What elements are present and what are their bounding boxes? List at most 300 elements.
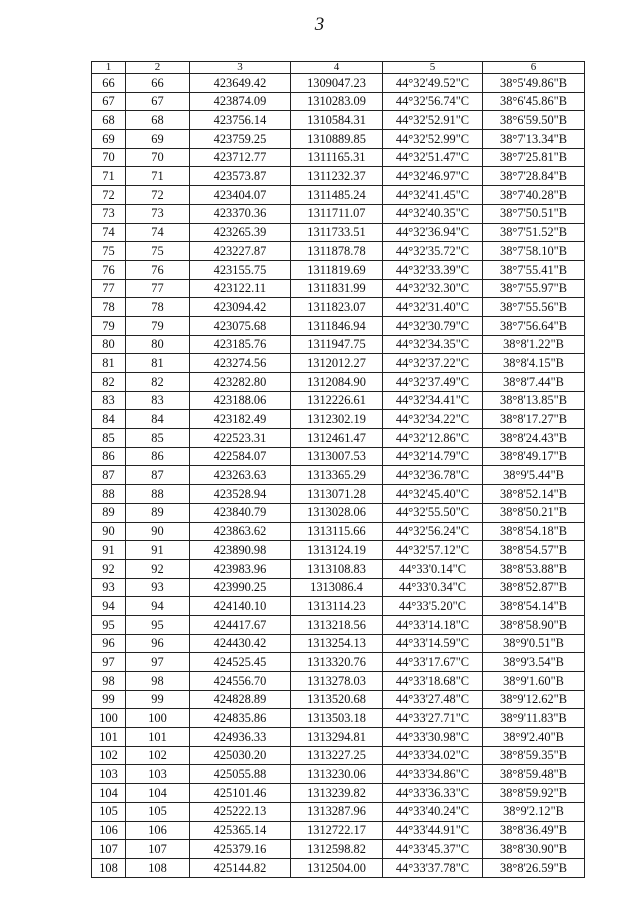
table-row xyxy=(92,709,585,728)
table-row xyxy=(92,728,585,747)
table-cell: 423155.75 xyxy=(190,260,291,279)
table-cell: 38°8'17.27"В xyxy=(483,410,585,429)
table-cell: 38°8'36.49"В xyxy=(483,821,585,840)
table-cell: 1313227.25 xyxy=(291,746,383,765)
table-cell: 74 xyxy=(92,223,126,242)
table-cell: 424430.42 xyxy=(190,634,291,653)
table-cell: 101 xyxy=(126,728,190,747)
column-header: 4 xyxy=(291,62,383,74)
table-cell: 38°7'13.34"В xyxy=(483,130,585,149)
table-cell: 38°6'59.50"В xyxy=(483,111,585,130)
table-cell: 44°32'34.41"С xyxy=(383,391,483,410)
table-row xyxy=(92,74,585,93)
table-cell: 97 xyxy=(126,653,190,672)
table-cell: 83 xyxy=(92,391,126,410)
table-cell: 38°8'54.18"В xyxy=(483,522,585,541)
table-cell: 38°9'2.40"В xyxy=(483,728,585,747)
table-cell: 44°32'30.79"С xyxy=(383,316,483,335)
table-cell: 44°32'14.79"С xyxy=(383,447,483,466)
table-cell: 93 xyxy=(92,578,126,597)
table-cell: 423874.09 xyxy=(190,92,291,111)
page-number: 3 xyxy=(314,14,325,35)
table-cell: 66 xyxy=(126,74,190,93)
table-cell: 424828.89 xyxy=(190,690,291,709)
table-cell: 88 xyxy=(126,485,190,504)
table-cell: 1311733.51 xyxy=(291,223,383,242)
table-cell: 102 xyxy=(92,746,126,765)
table-cell: 44°32'36.94"С xyxy=(383,223,483,242)
table-row xyxy=(92,354,585,373)
table-cell: 38°9'12.62"В xyxy=(483,690,585,709)
table-cell: 44°32'56.74"С xyxy=(383,92,483,111)
table-row xyxy=(92,466,585,485)
table-row xyxy=(92,578,585,597)
table-cell: 38°5'49.86"В xyxy=(483,74,585,93)
table-cell: 98 xyxy=(126,672,190,691)
table-cell: 425365.14 xyxy=(190,821,291,840)
table-row xyxy=(92,858,585,877)
table-cell: 44°33'37.78"С xyxy=(383,858,483,877)
table-cell: 1311232.37 xyxy=(291,167,383,186)
table-cell: 91 xyxy=(126,541,190,560)
column-header: 6 xyxy=(483,62,585,74)
table-cell: 105 xyxy=(126,802,190,821)
table-cell: 423094.42 xyxy=(190,298,291,317)
table-row xyxy=(92,634,585,653)
table-cell: 101 xyxy=(92,728,126,747)
table-row xyxy=(92,802,585,821)
table-cell: 1313503.18 xyxy=(291,709,383,728)
table-cell: 38°8'13.85"В xyxy=(483,391,585,410)
table-cell: 44°32'45.40"С xyxy=(383,485,483,504)
table-cell: 38°8'49.17"В xyxy=(483,447,585,466)
table-cell: 85 xyxy=(92,429,126,448)
table-cell: 1313108.83 xyxy=(291,559,383,578)
table-row xyxy=(92,840,585,859)
table-cell: 87 xyxy=(92,466,126,485)
table-cell: 44°32'36.78"С xyxy=(383,466,483,485)
table-row xyxy=(92,597,585,616)
table-cell: 38°8'59.48"В xyxy=(483,765,585,784)
table-row xyxy=(92,765,585,784)
table-cell: 423274.56 xyxy=(190,354,291,373)
table-row xyxy=(92,541,585,560)
table-row xyxy=(92,672,585,691)
table-row xyxy=(92,559,585,578)
table-cell: 100 xyxy=(126,709,190,728)
table-cell: 88 xyxy=(92,485,126,504)
table-cell: 44°33'0.34"С xyxy=(383,578,483,597)
table-cell: 1311831.99 xyxy=(291,279,383,298)
table-cell: 38°6'45.86"В xyxy=(483,92,585,111)
table-cell: 423528.94 xyxy=(190,485,291,504)
table-header-row xyxy=(92,62,585,74)
table-cell: 108 xyxy=(92,858,126,877)
table-row xyxy=(92,186,585,205)
table-cell: 81 xyxy=(92,354,126,373)
table-cell: 95 xyxy=(126,615,190,634)
table-cell: 86 xyxy=(126,447,190,466)
table-cell: 86 xyxy=(92,447,126,466)
table-cell: 44°33'27.71"С xyxy=(383,709,483,728)
table-cell: 70 xyxy=(92,148,126,167)
table-cell: 1311823.07 xyxy=(291,298,383,317)
table-cell: 423265.39 xyxy=(190,223,291,242)
table-body xyxy=(92,74,585,878)
table-cell: 38°8'4.15"В xyxy=(483,354,585,373)
table-cell: 89 xyxy=(126,503,190,522)
table-cell: 67 xyxy=(92,92,126,111)
coordinates-table xyxy=(91,61,585,878)
table-cell: 1311485.24 xyxy=(291,186,383,205)
table-cell: 1312302.19 xyxy=(291,410,383,429)
column-header: 5 xyxy=(383,62,483,74)
table-cell: 1313287.96 xyxy=(291,802,383,821)
table-cell: 79 xyxy=(92,316,126,335)
table-cell: 69 xyxy=(126,130,190,149)
table-row xyxy=(92,653,585,672)
table-cell: 1312504.00 xyxy=(291,858,383,877)
table-cell: 44°32'57.12"С xyxy=(383,541,483,560)
table-cell: 87 xyxy=(126,466,190,485)
table-cell: 424140.10 xyxy=(190,597,291,616)
table-cell: 44°33'34.02"С xyxy=(383,746,483,765)
table-cell: 44°33'5.20"С xyxy=(383,597,483,616)
table-cell: 44°32'40.35"С xyxy=(383,204,483,223)
table-cell: 44°32'33.39"С xyxy=(383,260,483,279)
table-cell: 423404.07 xyxy=(190,186,291,205)
table-cell: 104 xyxy=(126,784,190,803)
table-row xyxy=(92,522,585,541)
table-cell: 1313239.82 xyxy=(291,784,383,803)
table-cell: 1312084.90 xyxy=(291,373,383,392)
table-cell: 44°33'17.67"С xyxy=(383,653,483,672)
table-cell: 104 xyxy=(92,784,126,803)
table-cell: 44°32'37.22"С xyxy=(383,354,483,373)
table-cell: 1313086.4 xyxy=(291,578,383,597)
table-cell: 94 xyxy=(92,597,126,616)
table-cell: 38°7'40.28"В xyxy=(483,186,585,205)
table-cell: 38°9'5.44"В xyxy=(483,466,585,485)
table-cell: 44°32'34.22"С xyxy=(383,410,483,429)
table-cell: 44°32'41.45"С xyxy=(383,186,483,205)
table-cell: 44°33'27.48"С xyxy=(383,690,483,709)
table-cell: 423840.79 xyxy=(190,503,291,522)
table-cell: 423649.42 xyxy=(190,74,291,93)
table-cell: 423370.36 xyxy=(190,204,291,223)
table-cell: 423863.62 xyxy=(190,522,291,541)
table-cell: 44°32'56.24"С xyxy=(383,522,483,541)
table-cell: 97 xyxy=(92,653,126,672)
table-row xyxy=(92,429,585,448)
table-cell: 38°7'56.64"В xyxy=(483,316,585,335)
table-cell: 66 xyxy=(92,74,126,93)
table-cell: 99 xyxy=(126,690,190,709)
table-cell: 89 xyxy=(92,503,126,522)
table-cell: 1313218.56 xyxy=(291,615,383,634)
table-cell: 1313254.13 xyxy=(291,634,383,653)
table-cell: 68 xyxy=(92,111,126,130)
table-cell: 75 xyxy=(92,242,126,261)
table-cell: 44°32'12.86"С xyxy=(383,429,483,448)
table-cell: 1313520.68 xyxy=(291,690,383,709)
table-cell: 1312598.82 xyxy=(291,840,383,859)
table-cell: 71 xyxy=(92,167,126,186)
table-cell: 82 xyxy=(126,373,190,392)
table-cell: 44°33'44.91"С xyxy=(383,821,483,840)
table-cell: 423263.63 xyxy=(190,466,291,485)
table-cell: 1311711.07 xyxy=(291,204,383,223)
table-cell: 424556.70 xyxy=(190,672,291,691)
table-cell: 1313124.19 xyxy=(291,541,383,560)
table-cell: 95 xyxy=(92,615,126,634)
table-cell: 92 xyxy=(126,559,190,578)
table-cell: 44°32'55.50"С xyxy=(383,503,483,522)
table-cell: 38°8'52.14"В xyxy=(483,485,585,504)
table-cell: 84 xyxy=(126,410,190,429)
table-cell: 1313071.28 xyxy=(291,485,383,504)
table-cell: 423282.80 xyxy=(190,373,291,392)
table-cell: 107 xyxy=(92,840,126,859)
table-row xyxy=(92,391,585,410)
table-row xyxy=(92,746,585,765)
table-cell: 1311947.75 xyxy=(291,335,383,354)
table-cell: 93 xyxy=(126,578,190,597)
table-cell: 81 xyxy=(126,354,190,373)
table-cell: 102 xyxy=(126,746,190,765)
table-row xyxy=(92,784,585,803)
table-cell: 74 xyxy=(126,223,190,242)
table-cell: 423983.96 xyxy=(190,559,291,578)
table-cell: 44°32'34.35"С xyxy=(383,335,483,354)
table-cell: 105 xyxy=(92,802,126,821)
table-cell: 1311878.78 xyxy=(291,242,383,261)
table-row xyxy=(92,615,585,634)
table-row xyxy=(92,485,585,504)
table-cell: 423759.25 xyxy=(190,130,291,149)
table-cell: 79 xyxy=(126,316,190,335)
column-header: 1 xyxy=(92,62,126,74)
table-cell: 425144.82 xyxy=(190,858,291,877)
table-cell: 80 xyxy=(92,335,126,354)
table-cell: 44°33'14.18"С xyxy=(383,615,483,634)
table-cell: 73 xyxy=(92,204,126,223)
table-cell: 44°32'31.40"С xyxy=(383,298,483,317)
table-cell: 38°8'59.92"В xyxy=(483,784,585,803)
table-cell: 77 xyxy=(126,279,190,298)
table-cell: 1312461.47 xyxy=(291,429,383,448)
table-cell: 1313365.29 xyxy=(291,466,383,485)
table-cell: 1312722.17 xyxy=(291,821,383,840)
table-row xyxy=(92,335,585,354)
table-row xyxy=(92,503,585,522)
table-row xyxy=(92,821,585,840)
table-cell: 67 xyxy=(126,92,190,111)
table-cell: 422584.07 xyxy=(190,447,291,466)
table-cell: 44°32'46.97"С xyxy=(383,167,483,186)
table-cell: 94 xyxy=(126,597,190,616)
table-cell: 425055.88 xyxy=(190,765,291,784)
table-cell: 99 xyxy=(92,690,126,709)
table-cell: 72 xyxy=(126,186,190,205)
table-row xyxy=(92,92,585,111)
table-cell: 38°7'55.56"В xyxy=(483,298,585,317)
table-cell: 44°32'52.91"С xyxy=(383,111,483,130)
table-cell: 100 xyxy=(92,709,126,728)
table-cell: 423573.87 xyxy=(190,167,291,186)
table-row xyxy=(92,242,585,261)
table-row xyxy=(92,316,585,335)
table-cell: 38°8'7.44"В xyxy=(483,373,585,392)
table-cell: 38°7'55.41"В xyxy=(483,260,585,279)
table-cell: 1313230.06 xyxy=(291,765,383,784)
table-cell: 425101.46 xyxy=(190,784,291,803)
table-row xyxy=(92,373,585,392)
table-row xyxy=(92,447,585,466)
table-cell: 422523.31 xyxy=(190,429,291,448)
table-cell: 38°8'53.88"В xyxy=(483,559,585,578)
table-cell: 423182.49 xyxy=(190,410,291,429)
table-cell: 72 xyxy=(92,186,126,205)
table-cell: 38°8'50.21"В xyxy=(483,503,585,522)
table-cell: 423188.06 xyxy=(190,391,291,410)
table-cell: 96 xyxy=(92,634,126,653)
table-row xyxy=(92,111,585,130)
table-cell: 73 xyxy=(126,204,190,223)
table-cell: 106 xyxy=(126,821,190,840)
table-cell: 71 xyxy=(126,167,190,186)
table-cell: 44°32'32.30"С xyxy=(383,279,483,298)
table-cell: 1313007.53 xyxy=(291,447,383,466)
table-cell: 423890.98 xyxy=(190,541,291,560)
table-cell: 38°9'11.83"В xyxy=(483,709,585,728)
table-cell: 38°9'2.12"В xyxy=(483,802,585,821)
table-row xyxy=(92,690,585,709)
table-cell: 424525.45 xyxy=(190,653,291,672)
table-cell: 38°8'54.57"В xyxy=(483,541,585,560)
table-cell: 44°32'51.47"С xyxy=(383,148,483,167)
table-cell: 38°7'58.10"В xyxy=(483,242,585,261)
table-cell: 44°32'52.99"С xyxy=(383,130,483,149)
table-cell: 85 xyxy=(126,429,190,448)
table-cell: 38°7'28.84"В xyxy=(483,167,585,186)
table-cell: 44°32'37.49"С xyxy=(383,373,483,392)
table-cell: 103 xyxy=(126,765,190,784)
table-cell: 38°8'1.22"В xyxy=(483,335,585,354)
table-cell: 44°33'18.68"С xyxy=(383,672,483,691)
table-cell: 38°8'58.90"В xyxy=(483,615,585,634)
table-cell: 1310889.85 xyxy=(291,130,383,149)
table-cell: 38°8'26.59"В xyxy=(483,858,585,877)
table-cell: 1313114.23 xyxy=(291,597,383,616)
table-cell: 108 xyxy=(126,858,190,877)
table-cell: 423227.87 xyxy=(190,242,291,261)
table-cell: 1310283.09 xyxy=(291,92,383,111)
table-cell: 1311165.31 xyxy=(291,148,383,167)
table-cell: 1313294.81 xyxy=(291,728,383,747)
table-cell: 425379.16 xyxy=(190,840,291,859)
table-cell: 44°33'0.14"С xyxy=(383,559,483,578)
table-cell: 107 xyxy=(126,840,190,859)
table-cell: 1310584.31 xyxy=(291,111,383,130)
table-cell: 1311846.94 xyxy=(291,316,383,335)
table-cell: 76 xyxy=(92,260,126,279)
table-cell: 78 xyxy=(92,298,126,317)
table-row xyxy=(92,130,585,149)
table-cell: 44°33'34.86"С xyxy=(383,765,483,784)
table-cell: 44°33'36.33"С xyxy=(383,784,483,803)
table-row xyxy=(92,279,585,298)
table-cell: 423990.25 xyxy=(190,578,291,597)
table-cell: 423075.68 xyxy=(190,316,291,335)
table-cell: 38°7'50.51"В xyxy=(483,204,585,223)
table-cell: 90 xyxy=(126,522,190,541)
table-row xyxy=(92,410,585,429)
table-row xyxy=(92,298,585,317)
table-cell: 1309047.23 xyxy=(291,74,383,93)
table-cell: 38°8'52.87"В xyxy=(483,578,585,597)
table-cell: 424936.33 xyxy=(190,728,291,747)
table-cell: 423185.76 xyxy=(190,335,291,354)
table-row xyxy=(92,167,585,186)
table-cell: 44°33'40.24"С xyxy=(383,802,483,821)
table-cell: 38°9'3.54"В xyxy=(483,653,585,672)
table-cell: 38°8'54.14"В xyxy=(483,597,585,616)
table-cell: 425222.13 xyxy=(190,802,291,821)
table-cell: 1311819.69 xyxy=(291,260,383,279)
table-cell: 96 xyxy=(126,634,190,653)
column-header: 3 xyxy=(190,62,291,74)
table-row xyxy=(92,148,585,167)
table-cell: 69 xyxy=(92,130,126,149)
table-row xyxy=(92,223,585,242)
table-cell: 423756.14 xyxy=(190,111,291,130)
table-cell: 106 xyxy=(92,821,126,840)
table-cell: 90 xyxy=(92,522,126,541)
table-cell: 38°7'25.81"В xyxy=(483,148,585,167)
table-cell: 38°9'0.51"В xyxy=(483,634,585,653)
table-row xyxy=(92,204,585,223)
table-cell: 38°8'24.43"В xyxy=(483,429,585,448)
table-cell: 1313320.76 xyxy=(291,653,383,672)
table-cell: 1313278.03 xyxy=(291,672,383,691)
table-cell: 76 xyxy=(126,260,190,279)
table-cell: 77 xyxy=(92,279,126,298)
table-cell: 38°7'51.52"В xyxy=(483,223,585,242)
table-cell: 80 xyxy=(126,335,190,354)
table-cell: 424835.86 xyxy=(190,709,291,728)
table-cell: 70 xyxy=(126,148,190,167)
table-cell: 423122.11 xyxy=(190,279,291,298)
table-cell: 38°8'30.90"В xyxy=(483,840,585,859)
table-cell: 1313028.06 xyxy=(291,503,383,522)
table-cell: 82 xyxy=(92,373,126,392)
table-cell: 68 xyxy=(126,111,190,130)
table-row xyxy=(92,260,585,279)
table-cell: 425030.20 xyxy=(190,746,291,765)
table-cell: 423712.77 xyxy=(190,148,291,167)
table-cell: 98 xyxy=(92,672,126,691)
table-cell: 84 xyxy=(92,410,126,429)
table-cell: 38°7'55.97"В xyxy=(483,279,585,298)
table-cell: 78 xyxy=(126,298,190,317)
column-header: 2 xyxy=(126,62,190,74)
table-cell: 44°33'30.98"С xyxy=(383,728,483,747)
table-cell: 44°32'49.52"С xyxy=(383,74,483,93)
table-cell: 44°33'14.59"С xyxy=(383,634,483,653)
table-cell: 103 xyxy=(92,765,126,784)
table-cell: 38°8'59.35"В xyxy=(483,746,585,765)
